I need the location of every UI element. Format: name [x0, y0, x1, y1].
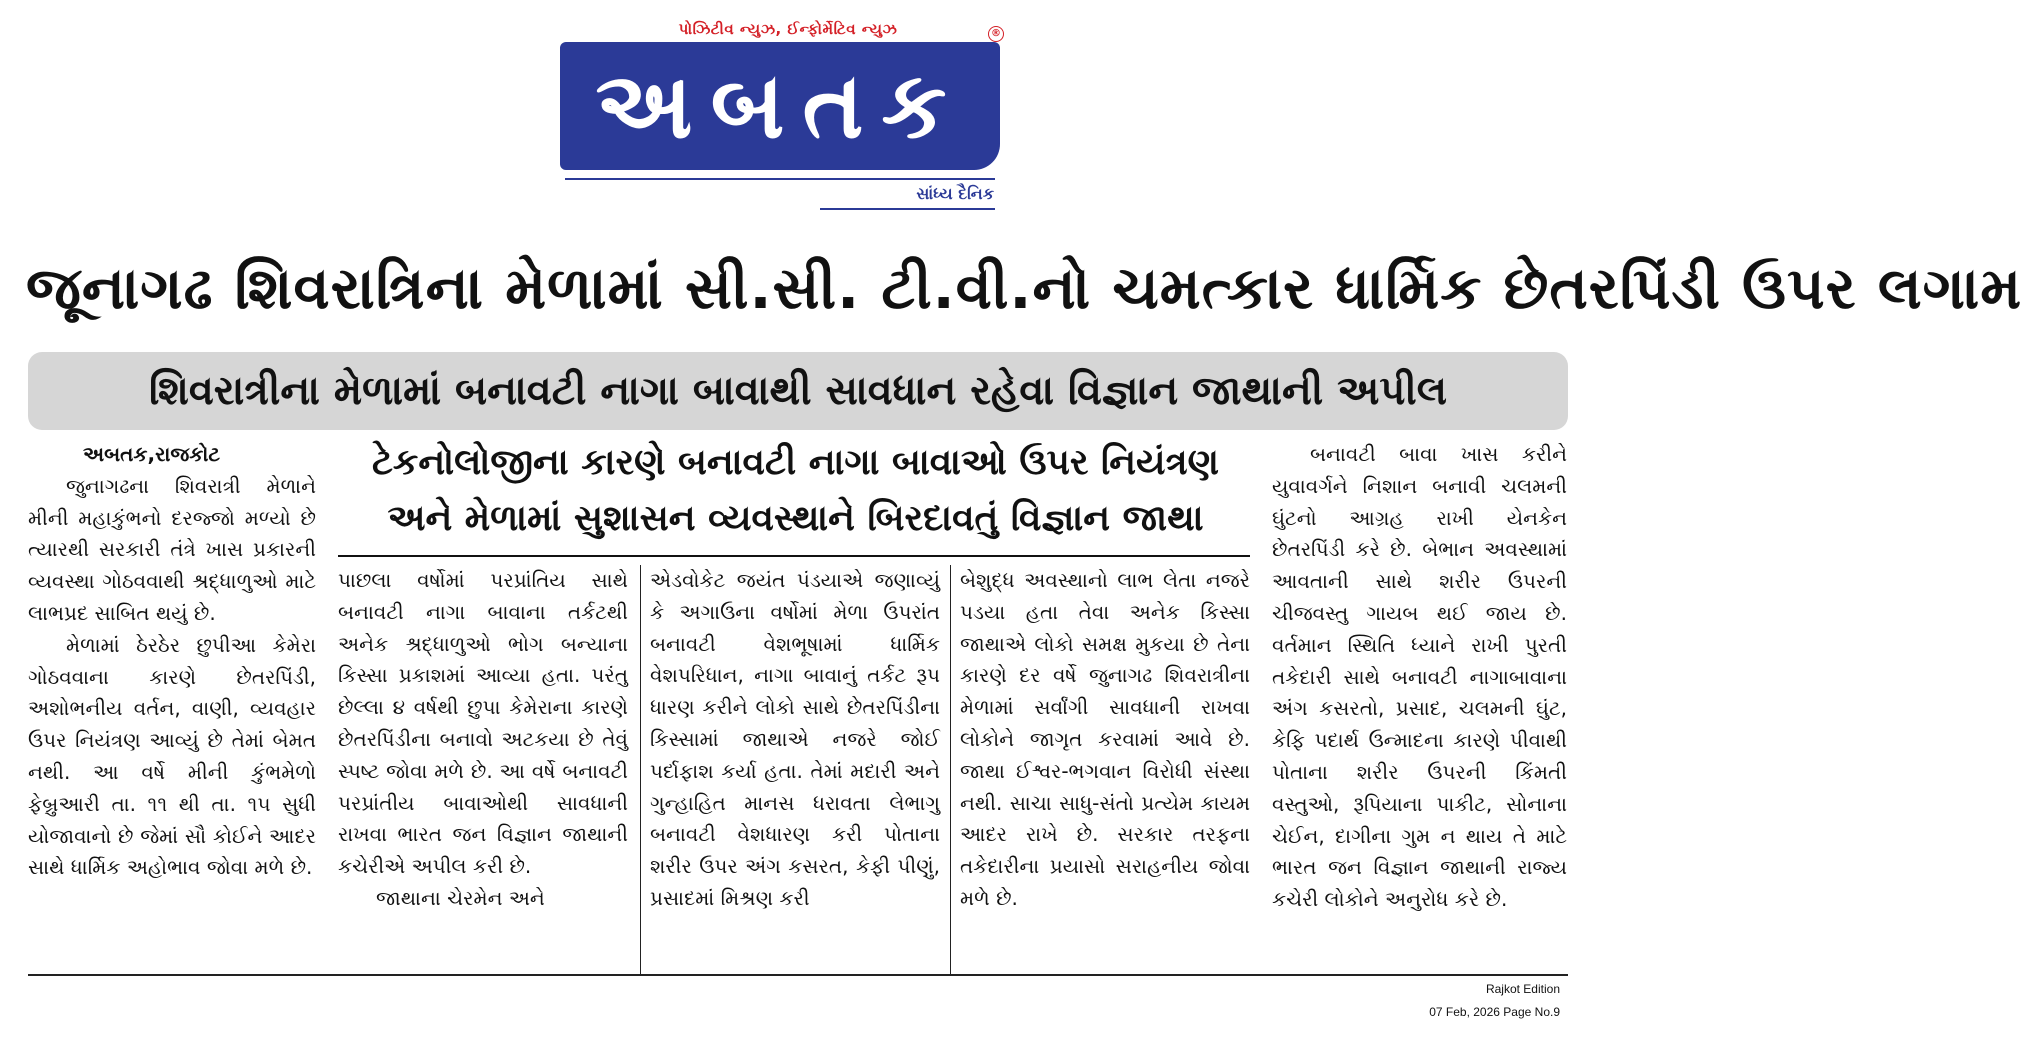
article-paragraph: એડવોકેટ જયંત પંડયાએ જણાવ્યું કે અગાઉના વર્ષોમાં મેળા ઉપરાંત બનાવટી વેશભૂષામાં ધાર્મિક વેશપરિધાન, નાગા બાવાનું તર્કટ રૂપ ધારણ કરીને લોકો સાથે છેતરપિંડીના કિસ્સામાં જાથાએ નજરે જોઈ પર્દાફાશ કર્યા હતા. તેમાં મદારી અને ગુન્હાહિત માનસ ધરાવતા લેભાગુ બનાવટી વેશધારણ કરી પોતાના શરીર ઉપર અંગ કસરત, કેફી પીણું, પ્રસાદમાં મિશ્રણ કરી	[650, 568, 940, 910]
masthead	[560, 14, 1030, 204]
article-paragraph: મેળામાં ઠેરઠેર છુપીઆ કેમેરા ગોઠવવાના કારણે છેતરપિંડી, અશોભનીય વર્તન, વાણી, વ્યવહાર ઉપર નિયંત્રણ આવ્યું છે તેમાં બેમત નથી. આ વર્ષે મીની કુંભમેળો ફેબ્રુઆરી તા. ૧૧ થી તા. ૧૫ સુધી યોજાવાનો છે જેમાં સૌ કોઈને આદર સાથે ધાર્મિક અહોભાવ જોવા મળે છે.	[28, 632, 316, 880]
article-paragraph: જાથાના ચેરમેન અને	[376, 885, 545, 910]
masthead-subtag: સાંધ્ય દૈનિક	[916, 184, 994, 203]
page-info: 07 Feb, 2026 Page No.9	[1429, 1005, 1560, 1019]
article-subheadline	[338, 435, 1253, 553]
article-deck: શિવરાત્રીના મેળામાં બનાવટી નાગા બાવાથી સાવધાન રહેવા વિજ્ઞાન જાથાની અપીલ	[28, 352, 1568, 430]
subheadline-divider	[338, 555, 1250, 557]
article-column-2	[338, 565, 628, 975]
subtag-divider	[820, 208, 995, 210]
logo-divider	[565, 178, 995, 180]
edition-label: Rajkot Edition	[1485, 982, 1560, 996]
article-column-3	[650, 565, 940, 975]
registered-trademark-icon: ®	[988, 26, 1004, 42]
article-column-4	[960, 565, 1250, 975]
article-headline: જૂનાગઢ શિવરાત્રિના મેળામાં સી.સી. ટી.વી.નો ચમત્કાર ધાર્મિક છેતરપિંડી ઉપર લગામ	[26, 254, 2022, 322]
page-bottom-rule	[28, 974, 1568, 976]
article-paragraph: જુનાગઢના શિવરાત્રી મેળાને મીની મહાકુંભનો દરજ્જો મળ્યો છે ત્યારથી સરકારી તંત્રે ખાસ પ્રકારની વ્યવસ્થા ગોઠવવાથી શ્રદ્ધાળુઓ માટે લાભપ્રદ સાબિત થયું છે.	[28, 473, 316, 625]
article-column-1	[28, 439, 316, 971]
column-divider	[950, 565, 951, 975]
subheadline-line-2: અને મેળામાં સુશાસન વ્યવસ્થાને બિરદાવતું વિજ્ઞાન જાથા	[387, 498, 1204, 539]
masthead-tagline: પોઝિટીવ ન્યુઝ, ઈન્ફોર્મેટિવ ન્યુઝ	[678, 20, 898, 38]
article-paragraph: પાછલા વર્ષોમાં પરપ્રાંતિય સાથે બનાવટી નાગા બાવાના તર્કટથી અનેક શ્રદ્ધાળુઓ ભોગ બન્યાના કિસ્સા પ્રકાશમાં આવ્યા હતા. પરંતુ છેલ્લા ૪ વર્ષથી છુપા કેમેરાના કારણે છેતરપિંડીના બનાવો અટકયા છે તેવું સ્પષ્ટ જોવા મળે છે. આ વર્ષે બનાવટી પરપ્રાંતીય બાવાઓથી સાવધાની રાખવા ભારત જન વિજ્ઞાન જાથાની કચેરીએ અપીલ કરી છે.	[338, 568, 628, 879]
newspaper-logo: અબતક	[560, 42, 1000, 170]
subheadline-line-1: ટેકનોલોજીના કારણે બનાવટી નાગા બાવાઓ ઉપર નિયંત્રણ	[371, 442, 1220, 483]
article-paragraph: બેશુદ્ધ અવસ્થાનો લાભ લેતા નજરે પડયા હતા તેવા અનેક કિસ્સા જાથાએ લોકો સમક્ષ મુકયા છે તેના કારણે દર વર્ષે જુનાગઢ શિવરાત્રીના મેળામાં સર્વાંગી સાવધાની રાખવા લોકોને જાગૃત કરવામાં આવે છે. જાથા ઈશ્વર-ભગવાન વિરોધી સંસ્થા નથી. સાચા સાધુ-સંતો પ્રત્યેમ કાયમ આદર રાખે છે. સરકાર તરફના તકેદારીના પ્રયાસો સરાહનીય જોવા મળે છે.	[960, 568, 1250, 910]
column-divider	[640, 565, 641, 975]
article-paragraph: બનાવટી બાવા ખાસ કરીને યુવાવર્ગને નિશાન બનાવી ચલમની ઘુંટનો આગ્રહ રાખી યેનકેન છેતરપિંડી કરે છે. બેભાન અવસ્થામાં આવતાની સાથે શરીર ઉપરની ચીજવસ્તુ ગાયબ થઈ જાય છે. વર્તમાન સ્થિતિ ધ્યાને રાખી પુરતી તકેદારી સાથે બનાવટી નાગાબાવાના અંગ કસરતો, પ્રસાદ, ચલમની ઘુંટ, કેફિ પદાર્થ ઉન્માદના કારણે પીવાથી પોતાના શરીર ઉપરની કિંમતી વસ્તુઓ, રૂપિયાના પાકીટ, સોનાના ચેઈન, દાગીના ગુમ ન થાય તે માટે ભારત જન વિજ્ઞાન જાથાની રાજ્ય કચેરી લોકોને અનુરોધ કરે છે.	[1272, 442, 1567, 912]
article-byline: અબતક,રાજકોટ	[83, 442, 221, 466]
article-column-5	[1272, 439, 1567, 971]
